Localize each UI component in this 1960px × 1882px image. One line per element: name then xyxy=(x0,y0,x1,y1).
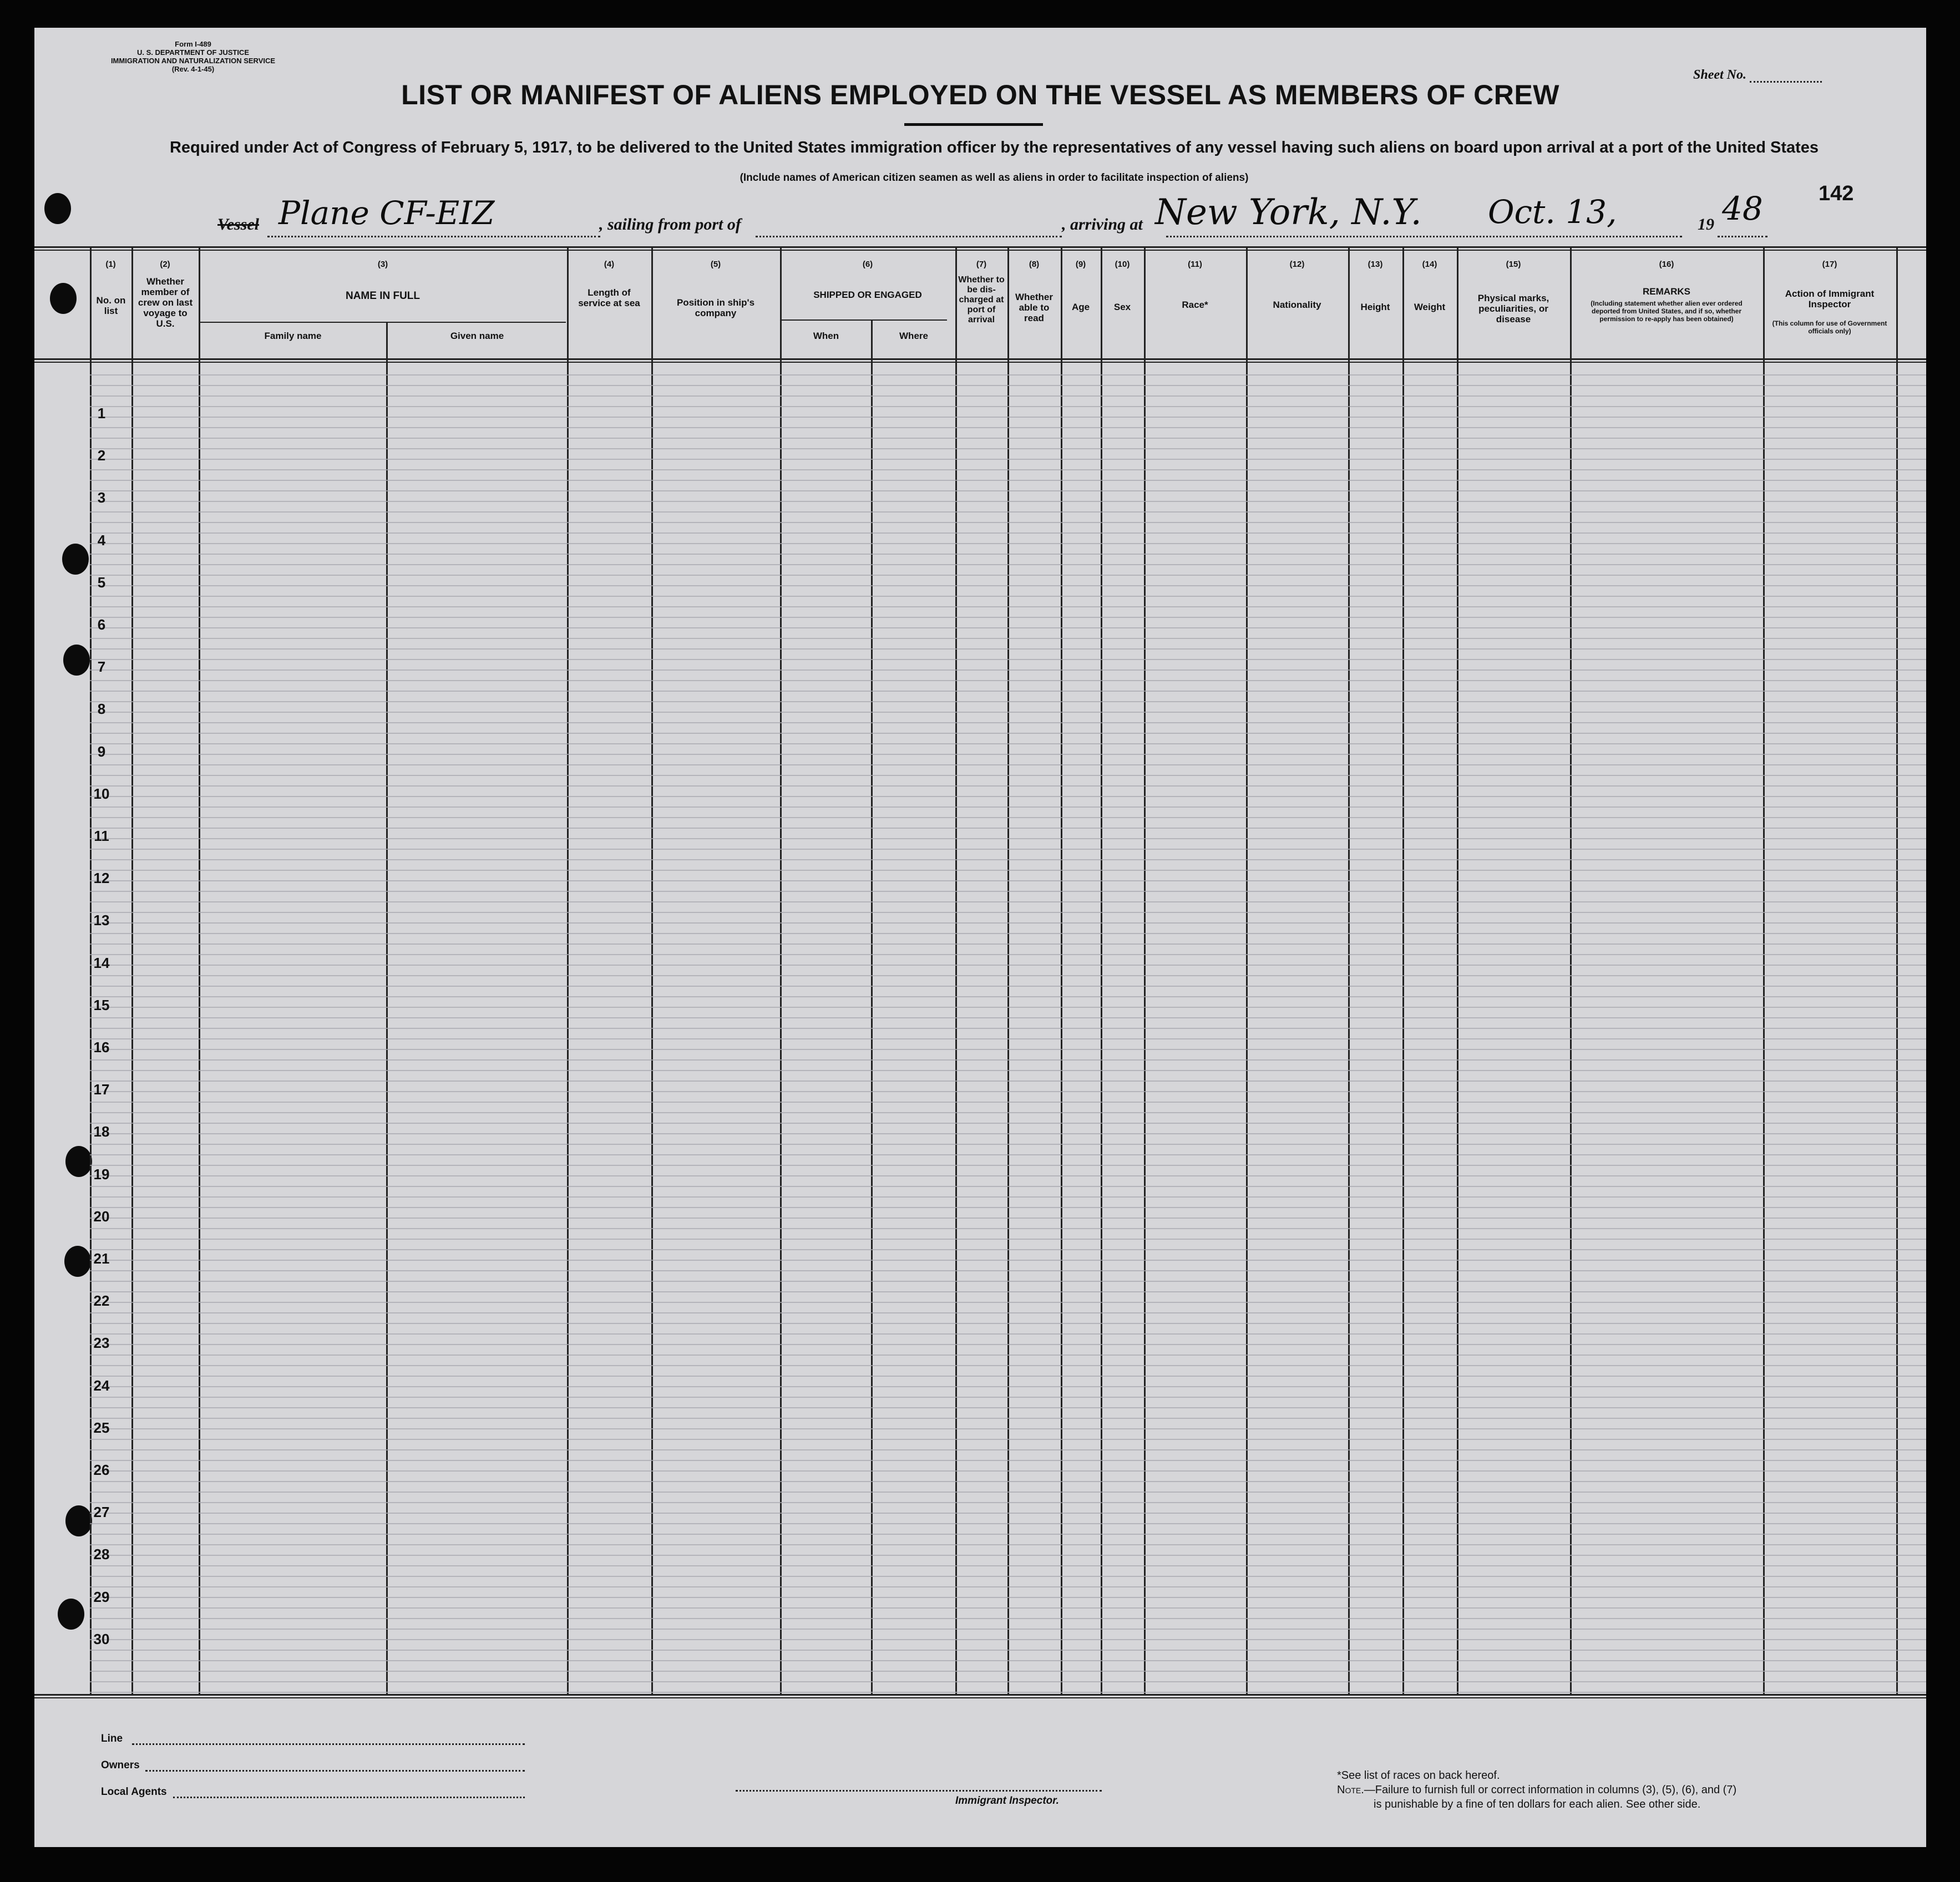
row-number: 6 xyxy=(97,616,106,633)
row-number: 16 xyxy=(93,1039,110,1056)
table-ruled-lines xyxy=(34,28,1926,1847)
row-number: 26 xyxy=(93,1462,110,1478)
vessel-label: Vessel xyxy=(217,215,259,234)
given-name-header: Given name xyxy=(450,331,504,341)
col-3-header: NAME IN FULL xyxy=(345,290,421,302)
col-2-number: (2) xyxy=(160,260,170,269)
revision-date: (Rev. 4-1-45) xyxy=(171,65,215,73)
col-4-number: (4) xyxy=(604,260,615,269)
row-number: 1 xyxy=(97,405,106,422)
row-number: 5 xyxy=(97,574,106,591)
arrival-date-handwritten: Oct. 13, xyxy=(1488,193,1617,231)
sailing-from-label: , sailing from port of xyxy=(599,215,741,234)
row-number: 11 xyxy=(94,828,109,844)
vessel-name-handwritten: Plane CF-EIZ xyxy=(278,194,495,232)
owners-label: Owners xyxy=(101,1759,140,1771)
row-number: 10 xyxy=(93,785,110,802)
col-9-number: (9) xyxy=(1075,260,1086,269)
row-number: 7 xyxy=(97,658,106,676)
col-17-number: (17) xyxy=(1822,260,1837,269)
page-subtitle: Required under Act of Congress of February 5, 1917, to be delivered to the United States immigration officer by the representatives of any vessel having such aliens on board upon arrival at a port of the United States xyxy=(169,139,1819,156)
col-5-number: (5) xyxy=(710,260,721,269)
penalty-note-continued: is punishable by a fine of ten dollars for each alien. See other side. xyxy=(1374,1798,1701,1810)
year-handwritten: 48 xyxy=(1722,190,1763,227)
immigrant-inspector-label: Immigrant Inspector. xyxy=(955,1795,1059,1807)
row-number: 27 xyxy=(93,1504,110,1521)
row-number: 23 xyxy=(93,1335,110,1352)
sheet-number-label: Sheet No. xyxy=(1693,68,1746,82)
col-9-header: Age xyxy=(1071,302,1090,312)
row-number: 24 xyxy=(93,1377,110,1394)
when-header: When xyxy=(813,331,839,341)
row-number: 29 xyxy=(93,1588,110,1605)
line-blank xyxy=(132,1743,525,1745)
col-10-header: Sex xyxy=(1113,302,1131,312)
col-11-header: Race* xyxy=(1182,300,1208,310)
row-number: 13 xyxy=(93,912,110,929)
row-number: 18 xyxy=(93,1123,110,1140)
row-number: 28 xyxy=(93,1546,110,1563)
col-4-header: Length of service at sea xyxy=(578,287,640,308)
row-number: 22 xyxy=(93,1292,110,1310)
col-15-number: (15) xyxy=(1506,260,1521,269)
government-use-note: (This column for use of Government officials only) xyxy=(1772,319,1887,335)
local-agents-blank xyxy=(173,1796,525,1798)
col-7-header: Whether to be dis-charged at port of arrival xyxy=(958,275,1005,324)
col-14-number: (14) xyxy=(1422,260,1437,269)
page-title: LIST OR MANIFEST OF ALIENS EMPLOYED ON THE VESSEL AS MEMBERS OF CREW xyxy=(401,79,1559,110)
service-name: IMMIGRATION AND NATURALIZATION SERVICE xyxy=(110,57,276,65)
where-header: Where xyxy=(899,331,928,341)
col-12-number: (12) xyxy=(1289,260,1305,269)
col-2-header: Whether member of crew on last voyage to U.S. xyxy=(138,276,193,329)
row-number: 20 xyxy=(93,1208,110,1225)
row-number: 12 xyxy=(93,870,110,887)
row-number: 19 xyxy=(93,1165,110,1183)
manifest-sheet xyxy=(34,28,1926,1847)
col-1-header: No. on list xyxy=(96,295,126,316)
row-number: 2 xyxy=(97,447,106,464)
page-instructions: (Include names of American citizen seamen as well as aliens in order to facilitate inspection of aliens) xyxy=(740,172,1249,184)
col-8-number: (8) xyxy=(1029,260,1040,269)
inspector-signature-blank xyxy=(736,1789,1102,1792)
row-number: 8 xyxy=(97,701,106,718)
arrival-port-handwritten: New York, N.Y. xyxy=(1155,192,1422,233)
col-12-header: Nationality xyxy=(1273,300,1321,310)
col-6-number: (6) xyxy=(862,260,873,269)
col-6-header: SHIPPED OR ENGAGED xyxy=(813,290,922,300)
col-1-number: (1) xyxy=(105,260,116,269)
arriving-at-label: , arriving at xyxy=(1062,215,1143,234)
remarks-instructions: (Including statement whether alien ever ordered deported from United States, and if so, whether permission to re-apply has been obtained) xyxy=(1591,300,1743,323)
col-16-header: REMARKS xyxy=(1643,286,1690,297)
col-13-header: Height xyxy=(1360,302,1390,312)
row-number: 4 xyxy=(97,531,106,549)
col-14-header: Weight xyxy=(1414,302,1446,312)
form-number: Form I-489 xyxy=(175,40,211,48)
col-5-header: Position in ship's company xyxy=(676,297,755,318)
page-number: 142 xyxy=(1819,182,1854,205)
col-3-number: (3) xyxy=(377,260,388,269)
col-13-number: (13) xyxy=(1368,260,1383,269)
row-number: 30 xyxy=(93,1630,110,1647)
year-prefix: 19 xyxy=(1698,215,1714,234)
col-8-header: Whether able to read xyxy=(1015,292,1053,323)
row-number: 3 xyxy=(97,489,106,506)
col-7-number: (7) xyxy=(976,260,987,269)
col-17-header: Action of Immigrant Inspector xyxy=(1785,288,1875,310)
row-number: 25 xyxy=(93,1419,110,1436)
note-prefix: Note. xyxy=(1337,1784,1364,1796)
row-number: 21 xyxy=(93,1250,110,1267)
note-text: —Failure to furnish full or correct information in columns (3), (5), (6), and (7) xyxy=(1364,1784,1737,1796)
row-number: 14 xyxy=(93,954,110,971)
owners-blank xyxy=(145,1769,525,1772)
penalty-note xyxy=(1337,1784,1736,1797)
row-number: 17 xyxy=(93,1081,110,1098)
family-name-header: Family name xyxy=(264,331,322,341)
department-name: U. S. DEPARTMENT OF JUSTICE xyxy=(137,48,249,57)
local-agents-label: Local Agents xyxy=(101,1786,167,1798)
races-note: *See list of races on back hereof. xyxy=(1337,1769,1500,1782)
col-10-number: (10) xyxy=(1115,260,1130,269)
row-number: 9 xyxy=(97,743,106,760)
row-number: 15 xyxy=(93,996,110,1013)
col-11-number: (11) xyxy=(1188,260,1202,269)
line-label: Line xyxy=(101,1733,123,1744)
col-16-number: (16) xyxy=(1659,260,1674,269)
col-15-header: Physical marks, peculiarities, or disease xyxy=(1477,293,1549,324)
